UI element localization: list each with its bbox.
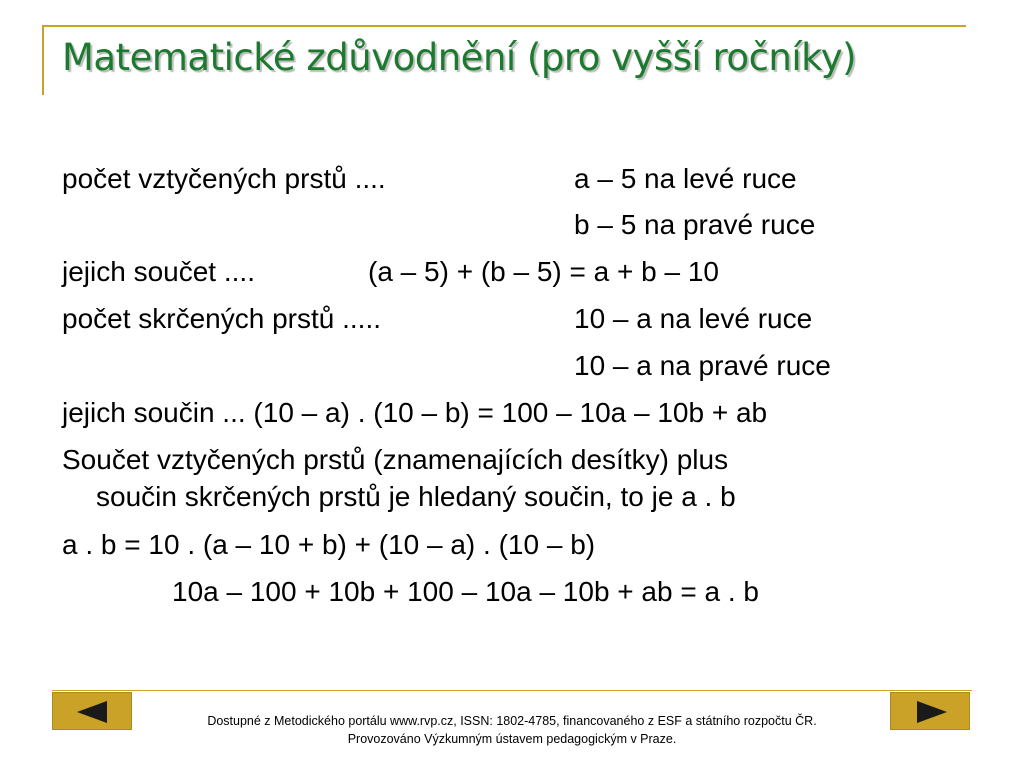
line-product-formula: jejich součin ... (10 – a) . (10 – b) = 100 – 10a – 10b + ab <box>62 397 768 428</box>
line-bent-fingers-label: počet skrčených prstů ..... <box>62 303 382 334</box>
footer-rule <box>52 690 972 691</box>
footer-line-1: Dostupné z Metodického portálu www.rvp.cz, ISSN: 1802-4785, financovaného z ESF a státního rozpočtu ČR. <box>207 714 817 728</box>
line-bent-fingers-left: 10 – a na levé ruce <box>574 303 813 334</box>
line-raised-fingers-right: b – 5 na pravé ruce <box>574 209 816 240</box>
line-explanation-1: Součet vztyčených prstů (znamenajících desítky) plus <box>62 444 729 475</box>
line-proof-2: 10a – 100 + 10b + 100 – 10a – 10b + ab = a . b <box>172 576 759 607</box>
previous-slide-button[interactable] <box>52 692 132 730</box>
arrow-left-icon <box>77 701 107 723</box>
line-raised-fingers-label: počet vztyčených prstů .... <box>62 163 386 194</box>
line-bent-fingers-right: 10 – a na pravé ruce <box>574 350 831 381</box>
line-explanation-2: součin skrčených prstů je hledaný součin, to je a . b <box>96 481 736 512</box>
arrow-right-icon <box>917 701 947 723</box>
footer-line-2: Provozováno Výzkumným ústavem pedagogickým v Praze. <box>347 732 677 746</box>
line-sum-label: jejich součet .... <box>62 256 255 287</box>
slide-title: Matematické zdůvodnění (pro vyšší ročníky) <box>62 36 857 79</box>
footer-text <box>140 712 884 748</box>
line-raised-fingers-left: a – 5 na levé ruce <box>574 163 797 194</box>
next-slide-button[interactable] <box>890 692 970 730</box>
line-proof-1: a . b = 10 . (a – 10 + b) + (10 – a) . (10 – b) <box>62 529 596 560</box>
line-sum-formula: (a – 5) + (b – 5) = a + b – 10 <box>368 256 719 287</box>
